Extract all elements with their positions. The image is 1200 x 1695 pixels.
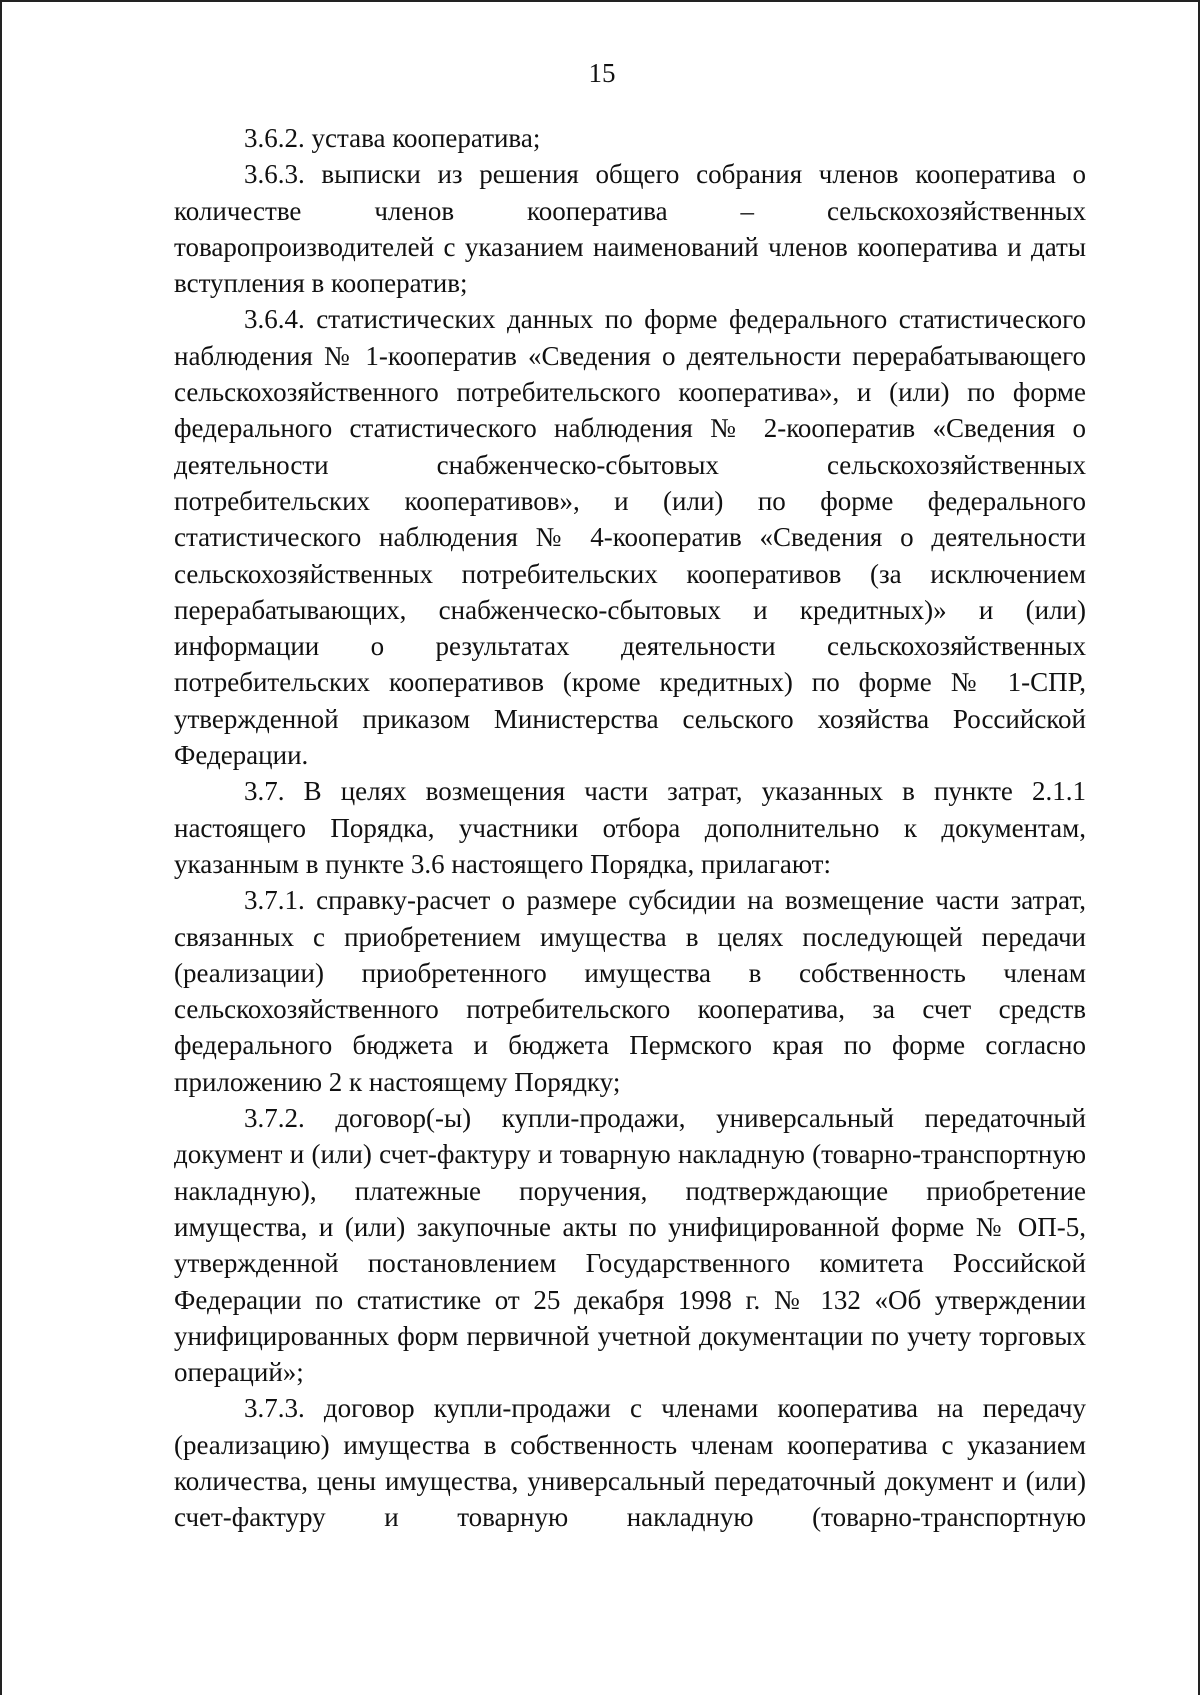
paragraph-3-7-3: 3.7.3. договор купли-продажи с членами кооператива на передачу (реализацию) имущества в собственность членам кооператива с указанием количества, цены имущества, универсальный передаточный документ и (или) счет-фактуру и товарную накладную (товарно-транспортную [174, 1393, 1086, 1533]
paragraph-3-6-3: 3.6.3. выписки из решения общего собрания членов кооператива о количестве членов кооператива – сельскохозяйственных товаропроизводителей с указанием наименований членов кооператива и даты вступления в кооператив; [174, 159, 1086, 299]
page-number: 15 [588, 58, 616, 88]
paragraph-3-7-1: 3.7.1. справку-расчет о размере субсидии на возмещение части затрат, связанных с приобретением имущества в целях последующей передачи (реализации) приобретенного имущества в собственность членам сельскохозяйственного потребительского кооператива, за счет средств федерального бюджета и бюджета Пермского края по форме согласно приложению 2 к настоящему Порядку; [174, 885, 1086, 1097]
paragraph-3-6-2: 3.6.2. устава кооператива; [244, 123, 541, 153]
paragraph-3-7: 3.7. В целях возмещения части затрат, указанных в пункте 2.1.1 настоящего Порядка, участники отбора дополнительно к документам, указанным в пункте 3.6 настоящего Порядка, прилагают: [174, 776, 1086, 879]
document-body [174, 120, 1086, 1536]
paragraph-3-7-2: 3.7.2. договор(-ы) купли-продажи, универсальный передаточный документ и (или) счет-фактуру и товарную накладную (товарно-транспортную накладную), платежные поручения, подтверждающие приобретение имущества, и (или) закупочные акты по унифицированной форме № ОП-5, утвержденной постановлением Государственного комитета Российской Федерации по статистике от 25 декабря 1998 г. № 132 «Об утверждении унифицированных форм первичной учетной документации по учету торговых операций»; [174, 1103, 1086, 1388]
paragraph-3-6-4: 3.6.4. статистических данных по форме федерального статистического наблюдения № 1-кооператив «Сведения о деятельности перерабатывающего сельскохозяйственного потребительского кооператива», и (или) по форме федерального статистического наблюдения № 2-кооператив «Сведения о деятельности снабженческо-сбытовых сельскохозяйственных потребительских кооперативов», и (или) по форме федерального статистического наблюдения № 4-кооператив «Сведения о деятельности сельскохозяйственных потребительских кооперативов (за исключением перерабатывающих, снабженческо-сбытовых и кредитных)» и (или) информации о результатах деятельности сельскохозяйственных потребительских кооперативов (кроме кредитных) по форме № 1-СПР, утвержденной приказом Министерства сельского хозяйства Российской Федерации. [174, 304, 1086, 771]
